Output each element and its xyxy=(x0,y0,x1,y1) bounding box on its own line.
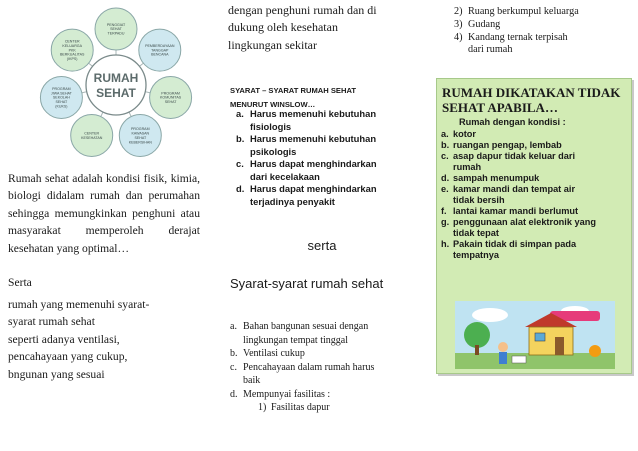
list-marker: 3) xyxy=(454,18,463,30)
definition-text xyxy=(8,296,200,383)
facility-sub-item xyxy=(258,401,418,415)
list-item-text xyxy=(453,140,562,151)
list-marker: b. xyxy=(230,348,238,359)
cloud xyxy=(472,308,508,322)
definition-line: syarat rumah sehat xyxy=(8,315,95,329)
diagram-petal-label: PROGRAM KOMUNITAS SEHAT xyxy=(160,91,182,105)
list-item-line: sampah menumpuk xyxy=(453,173,540,183)
facility-item xyxy=(454,19,634,32)
list-item-line: tempatnya xyxy=(453,250,499,260)
list-item-text xyxy=(250,108,376,133)
syarat-list xyxy=(230,320,418,415)
unhealthy-condition-item xyxy=(441,184,631,206)
diagram-petal-label: PEMBERDAYAAN TANGGAP BENCANA xyxy=(145,43,175,57)
list-item-text xyxy=(453,184,575,206)
list-item-text xyxy=(250,133,376,158)
diagram-center-label-1: RUMAH xyxy=(93,71,139,85)
list-item-text xyxy=(468,19,500,32)
definition-line: bngunan yang sesuai xyxy=(8,367,105,381)
list-item-text: Fasilitas dapur xyxy=(271,402,330,413)
serta-label: Serta xyxy=(8,276,32,289)
unhealthy-condition-item xyxy=(441,206,631,217)
list-item-line: ruangan pengap, lembab xyxy=(453,140,562,150)
winslow-title-line: MENURUT WINSLOW… xyxy=(230,100,316,109)
left-column xyxy=(0,0,205,451)
list-marker: b. xyxy=(441,140,450,150)
serta-heading: serta xyxy=(307,238,337,253)
list-item-line: dari rumah xyxy=(468,44,513,56)
list-marker: d. xyxy=(441,173,450,183)
list-item-line: Pencahayaan dalam rumah harus xyxy=(243,361,375,373)
list-item-text xyxy=(453,173,539,184)
diagram-center-label-2: SEHAT xyxy=(96,86,136,100)
definition-line: rumah yang memenuhi syarat- xyxy=(8,298,150,311)
diagram-petal-label: PROGRAM JIWA SEHAT SEKOLAH SEHAT (KUKS) xyxy=(50,86,72,109)
list-item-text xyxy=(243,388,330,402)
list-marker: e. xyxy=(441,184,449,194)
list-marker: c. xyxy=(230,361,237,373)
house-illustration xyxy=(455,301,615,369)
list-item-line: Pakain tidak di simpan pada xyxy=(453,239,577,249)
tree-trunk xyxy=(475,345,479,355)
list-item-line: kotor xyxy=(453,129,476,139)
box-heading-line: SEHAT APABILA… xyxy=(442,100,558,115)
list-marker: c. xyxy=(236,158,244,169)
unhealthy-condition-item xyxy=(441,140,631,151)
syarat-item xyxy=(230,320,418,347)
sign-board xyxy=(512,356,526,363)
facility-sub-list xyxy=(230,401,418,415)
unhealthy-condition-item xyxy=(441,129,631,140)
list-item-line: terjadinya penyakit xyxy=(250,195,335,207)
winslow-list xyxy=(236,108,416,208)
list-item-line: Harus memenuhi kebutuhan xyxy=(250,133,377,144)
unhealthy-condition-item xyxy=(441,217,631,239)
list-item-text xyxy=(453,217,596,239)
list-item-text xyxy=(453,151,575,173)
list-marker: h. xyxy=(441,239,450,249)
diagram-petal-label: CENTER KESEHATAN xyxy=(81,131,103,140)
winslow-title-line: SYARAT – SYARAT RUMAH SEHAT xyxy=(230,86,357,95)
list-marker: 1) xyxy=(258,402,267,413)
house-door xyxy=(555,337,564,355)
list-item-text xyxy=(453,129,476,140)
winslow-item xyxy=(236,158,416,183)
person-body xyxy=(499,352,507,364)
list-item-line: Kandang ternak terpisah xyxy=(468,31,568,43)
diagram-petal-label: PROGRAM KAWASAN SEHAT KEBERSIHAN xyxy=(128,127,152,145)
unhealthy-condition-item xyxy=(441,151,631,173)
diagram-center-circle xyxy=(86,55,146,115)
diagram-petal-label: CENTER KELUARGA PKK BERKUALITAS (IKPS) xyxy=(59,39,85,62)
winslow-item xyxy=(236,108,416,133)
cat xyxy=(589,345,601,357)
person-head xyxy=(498,342,508,352)
list-item-line: fisiologis xyxy=(250,120,292,132)
list-item-line: psikologis xyxy=(250,145,297,157)
list-item-line: baik xyxy=(243,375,261,386)
continued-line: dengan penghuni rumah dan di xyxy=(228,3,377,17)
unhealthy-house-box xyxy=(436,78,632,374)
syarat-item xyxy=(230,347,418,361)
list-item-line: rumah xyxy=(453,162,482,172)
facility-item xyxy=(454,6,634,19)
list-item-text xyxy=(468,32,568,58)
syarat-item xyxy=(230,388,418,402)
list-item-text xyxy=(250,183,377,208)
list-item-line: Ventilasi cukup xyxy=(243,348,305,359)
list-item-line: Ruang berkumpul keluarga xyxy=(468,6,579,17)
list-item-line: tidak bersih xyxy=(453,195,505,205)
unhealthy-condition-item xyxy=(441,173,631,184)
list-item-line: Mempunyai fasilitas : xyxy=(243,388,331,400)
facility-continued-list xyxy=(454,6,634,57)
list-marker: d. xyxy=(230,388,238,400)
box-heading-line: RUMAH DIKATAKAN TIDAK xyxy=(442,85,621,100)
unhealthy-condition-item xyxy=(441,239,631,261)
list-marker: a. xyxy=(230,321,237,332)
list-item-line: kamar mandi dan tempat air xyxy=(453,184,576,194)
list-marker: 4) xyxy=(454,31,463,43)
list-marker: a. xyxy=(441,129,449,139)
list-marker: 2) xyxy=(454,6,463,17)
list-item-line: Harus dapat menghindarkan xyxy=(250,158,377,169)
continued-text xyxy=(228,2,416,54)
tree-leaves xyxy=(464,322,490,348)
list-marker: f. xyxy=(441,206,447,216)
syarat-title: Syarat-syarat rumah sehat xyxy=(230,276,384,291)
list-item-text xyxy=(250,158,377,183)
list-item-line: tidak tepat xyxy=(453,228,499,238)
list-marker: a. xyxy=(236,108,244,119)
continued-line: lingkungan sekitar xyxy=(228,37,317,52)
list-item-text xyxy=(243,347,305,361)
list-marker: c. xyxy=(441,151,449,161)
box-subheading: Rumah dengan kondisi : xyxy=(459,117,566,127)
list-item-text xyxy=(468,6,579,19)
middle-column xyxy=(228,0,418,451)
facility-item xyxy=(454,32,634,58)
box-heading xyxy=(442,85,628,115)
list-item-line: lingkungan tempat tinggal xyxy=(243,334,348,346)
intro-paragraph: Rumah sehat adalah kondisi fisik, kimia, biologi didalam rumah dan perumahan sehingga memungkinkan penghuni atau masyarakat memperoleh derajat kesehatan yang optimal… xyxy=(8,172,200,255)
list-item-line: Bahan bangunan sesuai dengan xyxy=(243,321,369,332)
list-item-line: asap dapur tidak keluar dari xyxy=(453,151,576,161)
diagram-petal-label: PENGGIAT SEHAT TERPADU xyxy=(106,22,126,36)
list-item-line: dari kecelakaan xyxy=(250,170,320,182)
list-marker: b. xyxy=(236,133,245,144)
list-item-line: penggunaan alat elektronik yang xyxy=(453,217,596,227)
rumah-sehat-diagram xyxy=(36,2,196,166)
list-item-text xyxy=(243,320,368,347)
list-marker: g. xyxy=(441,217,450,227)
continued-line: dukung oleh kesehatan xyxy=(228,20,338,35)
list-item-line: Gudang xyxy=(468,18,501,30)
definition-line: seperti adanya ventilasi, xyxy=(8,332,120,346)
definition-line: pencahayaan yang cukup, xyxy=(8,350,128,364)
list-item-text xyxy=(243,361,374,388)
right-column xyxy=(428,0,638,451)
winslow-item xyxy=(236,183,416,208)
list-item-line: Harus memenuhi kebutuhan xyxy=(250,108,377,119)
syarat-item xyxy=(230,361,418,388)
winslow-item xyxy=(236,133,416,158)
list-item-text xyxy=(453,206,578,217)
list-marker: d. xyxy=(236,183,245,194)
list-item-text xyxy=(453,239,576,261)
house-window xyxy=(535,333,545,341)
list-item-line: Harus dapat menghindarkan xyxy=(250,183,377,194)
unhealthy-conditions-list xyxy=(441,129,631,261)
list-item-line: lantai kamar mandi berlumut xyxy=(453,206,579,216)
